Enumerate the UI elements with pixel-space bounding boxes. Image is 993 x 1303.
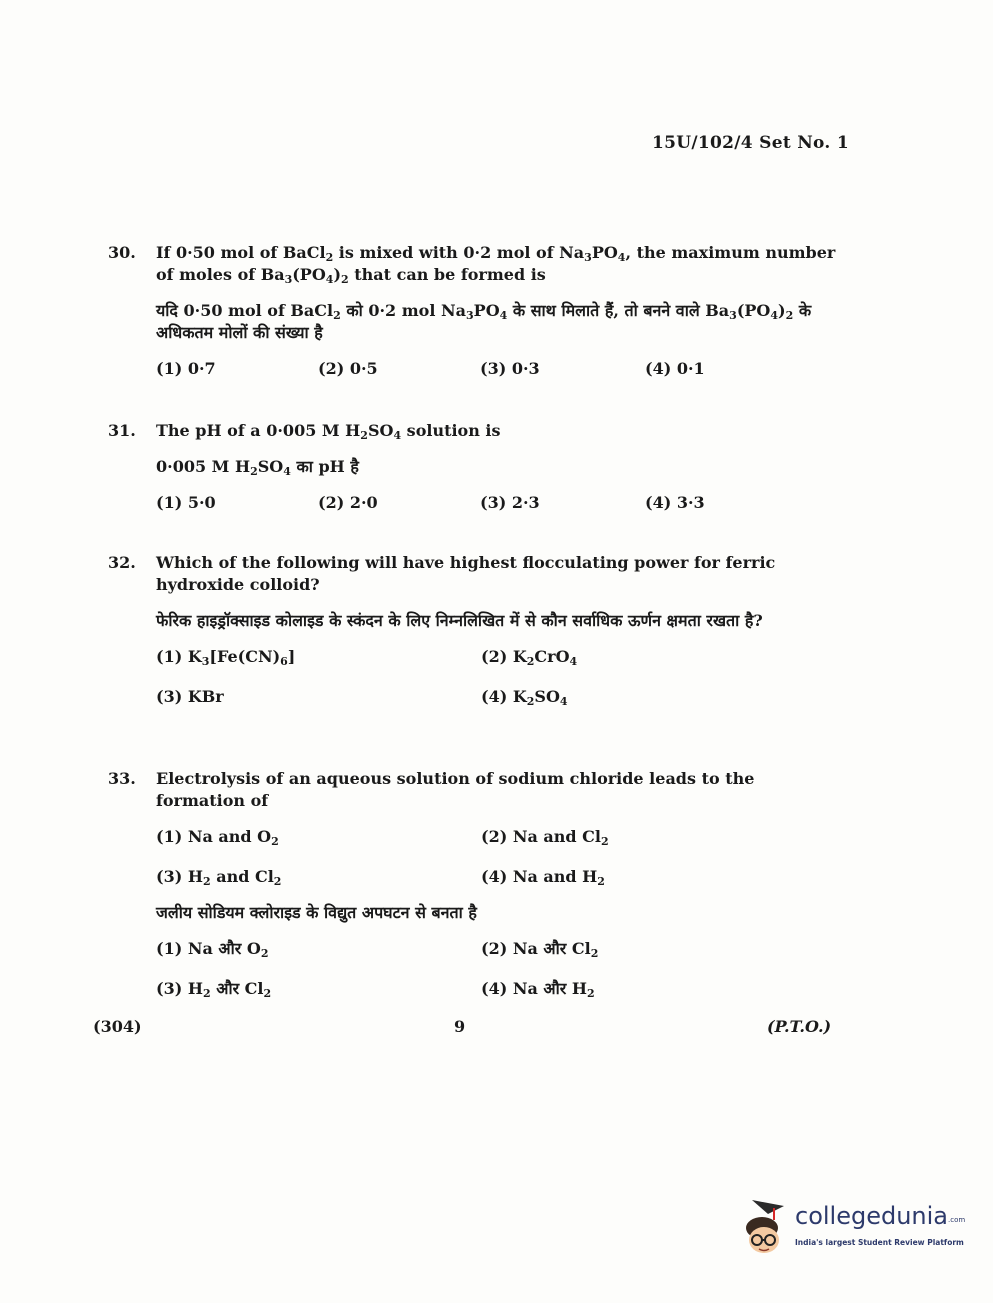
collegedunia-logo <box>738 1196 968 1262</box>
option-1-hi: (1) Na और $O_2$ <box>156 939 269 960</box>
question-text-hi: यदि 0·50 mol of BaCl$_2$ को 0·2 mol $Na_3PO_4$ के साथ मिलाते हैं, तो बनने वाले $Ba_3(PO_4)_2$ के अधिकतम मोलों की संख्या है <box>156 301 812 342</box>
option-4: (4) $K_2SO_4$ <box>481 687 568 708</box>
pto-label: (P.T.O.) <box>767 1017 832 1036</box>
mascot-icon <box>738 1196 794 1258</box>
option-2-hi: (2) Na और $Cl_2$ <box>481 939 599 960</box>
option-4: (4) 3·3 <box>645 493 705 512</box>
page-number: 9 <box>454 1017 466 1036</box>
question-text-hi: 0·005 M $H_2SO_4$ का pH है <box>156 457 359 478</box>
question-text-hi: जलीय सोडियम क्लोराइड के विद्युत अपघटन से बनता है <box>156 903 477 922</box>
question-text-en: The pH of a 0·005 M $H_2SO_4$ solution is <box>156 421 501 442</box>
option-4-hi: (4) Na और $H_2$ <box>481 979 595 1000</box>
option-3: (3) 2·3 <box>480 493 540 512</box>
question-32 <box>108 552 838 708</box>
option-4-en: (4) Na and $H_2$ <box>481 867 605 888</box>
logo-wordmark: collegedunia.com <box>795 1202 966 1230</box>
option-3-hi: (3) $H_2$ और $Cl_2$ <box>156 979 272 1000</box>
question-number: 33. <box>108 769 136 788</box>
option-1: (1) $K_3[Fe(CN)_6]$ <box>156 647 296 668</box>
question-text-en: Electrolysis of an aqueous solution of sodium chloride leads to the formation of <box>156 769 755 810</box>
option-2: (2) 0·5 <box>318 359 378 378</box>
logo-tagline: India's largest Student Review Platform <box>795 1238 964 1247</box>
option-2: (2) 2·0 <box>318 493 378 512</box>
option-1: (1) 0·7 <box>156 359 216 378</box>
option-3: (3) 0·3 <box>480 359 540 378</box>
question-number: 30. <box>108 243 136 262</box>
options <box>156 646 838 708</box>
option-2-en: (2) Na and $Cl_2$ <box>481 827 609 848</box>
option-1-en: (1) Na and $O_2$ <box>156 827 279 848</box>
option-3: (3) KBr <box>156 687 224 706</box>
option-2: (2) $K_2CrO_4$ <box>481 647 578 668</box>
question-number: 32. <box>108 553 136 572</box>
question-number: 31. <box>108 421 136 440</box>
option-4: (4) 0·1 <box>645 359 705 378</box>
question-text-en: Which of the following will have highest flocculating power for ferric hydroxide colloid? <box>156 553 776 594</box>
question-30 <box>108 242 838 380</box>
set-code: 15U/102/4 Set No. 1 <box>652 133 849 153</box>
question-31 <box>108 420 838 514</box>
options <box>156 492 838 514</box>
question-text-hi: फेरिक हाइड्रॉक्साइड कोलाइड के स्कंदन के लिए निम्नलिखित में से कौन सर्वाधिक ऊर्णन क्षमता रखता है? <box>156 611 763 630</box>
question-33 <box>108 768 838 1000</box>
options-hi <box>156 938 838 1000</box>
paper-code: (304) <box>93 1017 142 1036</box>
options <box>156 358 838 380</box>
option-3-en: (3) $H_2$ and $Cl_2$ <box>156 867 282 888</box>
question-text-en: If 0·50 mol of BaCl$_2$ is mixed with 0·2 mol of $Na_3PO_4$, the maximum number of moles of $Ba_3(PO_4)_2$ that can be formed is <box>156 243 836 286</box>
options-en <box>156 826 838 888</box>
option-1: (1) 5·0 <box>156 493 216 512</box>
